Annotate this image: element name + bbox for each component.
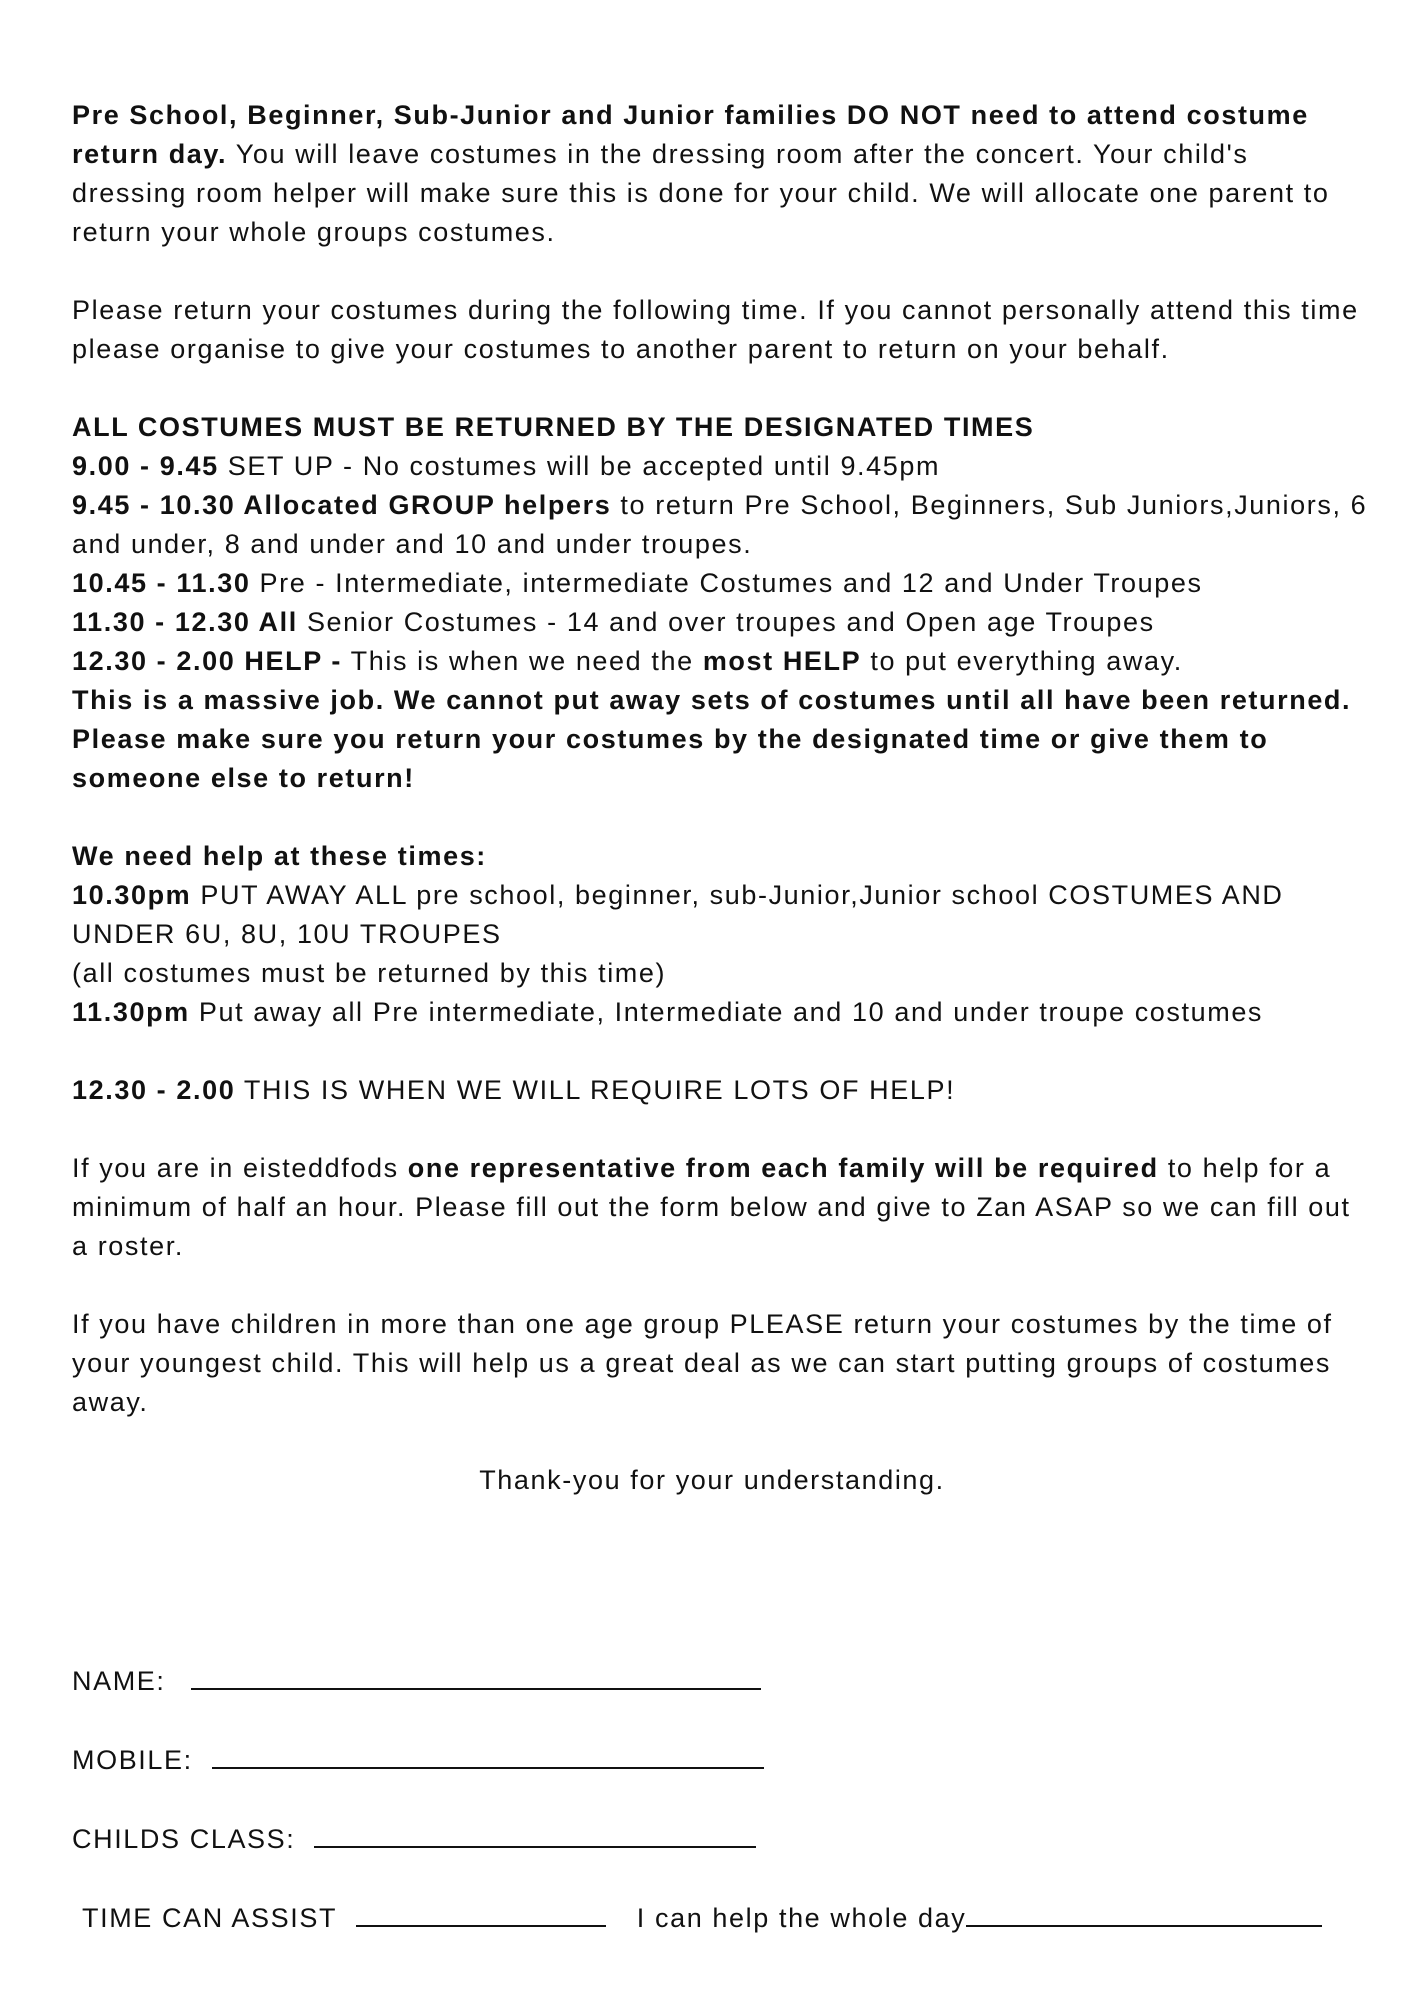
child-class-label: CHILDS CLASS: [72, 1824, 296, 1854]
schedule-section [72, 408, 1372, 798]
assist-row [72, 1897, 1372, 1936]
whole-day-field[interactable] [966, 1897, 1322, 1927]
schedule-row: 9.45 - 10.30 Allocated GROUP helpers to return Pre School, Beginners, Sub Juniors,Juniors, 6 and under, 8 and under and 10 and under troupes. [72, 490, 1368, 559]
name-row [72, 1660, 1372, 1699]
name-label: NAME: [72, 1666, 166, 1696]
help-times-heading: We need help at these times: [72, 841, 487, 871]
schedule-row: 9.00 - 9.45 SET UP - No costumes will be accepted until 9.45pm [72, 451, 941, 481]
document-body [72, 96, 1372, 1539]
intro-paragraph [72, 96, 1372, 252]
whole-day-label: I can help the whole day [636, 1903, 967, 1933]
multiple-children-paragraph: If you have children in more than one age group PLEASE return your costumes by the time of your youngest child. This will help us a great deal as we can start putting groups of costumes away. [72, 1309, 1333, 1417]
mobile-label: MOBILE: [72, 1745, 193, 1775]
schedule-heading: ALL COSTUMES MUST BE RETURNED BY THE DESIGNATED TIMES [72, 412, 1035, 442]
mobile-field[interactable] [212, 1739, 764, 1769]
child-class-field[interactable] [314, 1818, 756, 1848]
eisteddfods-paragraph: If you are in eisteddfods one representative from each family will be required to help for a minimum of half an hour. Please fill out the form below and give to Zan ASAP so we can fill out a roster. [72, 1153, 1351, 1261]
schedule-help-row: 12.30 - 2.00 HELP - This is when we need the most HELP to put everything away. [72, 646, 1183, 676]
intro-bold: Pre School, Beginner, Sub-Junior and Junior families DO NOT need to attend costume return day. [72, 100, 1309, 169]
intro-text: You will leave costumes in the dressing room after the concert. Your child's dressing room helper will make sure this is done for your child. We will allocate one parent to return your whole groups costumes. [72, 139, 1330, 247]
time-assist-field[interactable] [356, 1897, 606, 1927]
registration-form [72, 1660, 1372, 1976]
time-assist-label: TIME CAN ASSIST [82, 1903, 337, 1933]
schedule-time: 9.00 - 9.45 [72, 451, 219, 481]
help-time-note: (all costumes must be returned by this time) [72, 958, 667, 988]
lots-help-paragraph: 12.30 - 2.00 THIS IS WHEN WE WILL REQUIRE LOTS OF HELP! [72, 1075, 956, 1105]
name-field[interactable] [191, 1660, 761, 1690]
schedule-warning: This is a massive job. We cannot put away sets of costumes until all have been returned. Please make sure you return your costumes by the designated time or give them to someone else to return! [72, 685, 1352, 793]
schedule-time: 9.45 - 10.30 [72, 490, 236, 520]
return-info-paragraph: Please return your costumes during the following time. If you cannot personally attend this time please organise to give your costumes to another parent to return on your behalf. [72, 295, 1359, 364]
help-time-row: 11.30pm Put away all Pre intermediate, Intermediate and 10 and under troupe costumes [72, 997, 1264, 1027]
thanks-line: Thank-you for your understanding. [479, 1465, 945, 1495]
child-class-row [72, 1818, 1372, 1857]
help-times-section [72, 837, 1372, 1032]
schedule-time: 10.45 - 11.30 [72, 568, 251, 598]
help-time-row: 10.30pm PUT AWAY ALL pre school, beginner, sub-Junior,Junior school COSTUMES AND UNDER 6U, 8U, 10U TROUPES [72, 880, 1284, 949]
schedule-time: 11.30 - 12.30 [72, 607, 251, 637]
schedule-row: 10.45 - 11.30 Pre - Intermediate, intermediate Costumes and 12 and Under Troupes [72, 568, 1203, 598]
mobile-row [72, 1739, 1372, 1778]
schedule-row: 11.30 - 12.30 All Senior Costumes - 14 and over troupes and Open age Troupes [72, 607, 1155, 637]
